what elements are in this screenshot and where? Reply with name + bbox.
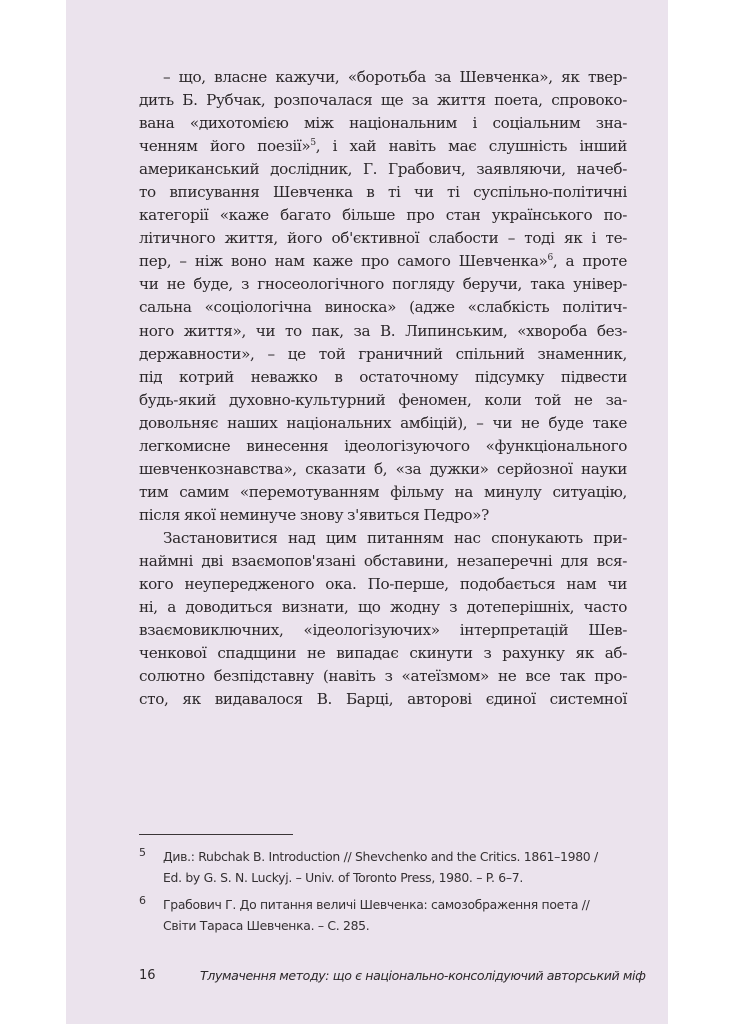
- footnote-ref-6[interactable]: 6: [547, 253, 553, 264]
- text-fragment: , а проте: [552, 252, 627, 271]
- text-line: кого неупередженого ока. По-перше, подобається нам чи: [139, 575, 627, 594]
- text-line: ного життя», чи то пак, за В. Липинським, «хвороба без-: [139, 321, 627, 340]
- running-head: Тлумачення методу: що є національно-консолідуючий авторський міф: [200, 968, 646, 983]
- text-line: Застановитися над цим питанням нас спонукають при-: [163, 528, 627, 547]
- text-line: сто, як видавалося В. Барці, авторові єдиної системної: [139, 690, 627, 709]
- footnote-number: 6: [139, 894, 146, 907]
- text-line: наймні дві взаємопов'язані обставини, незаперечні для вся-: [139, 551, 627, 570]
- text-line: тим самим «перемотуванням фільму на минулу ситуацію,: [139, 482, 627, 501]
- text-fragment: , і хай навіть має слушність інший: [315, 137, 627, 156]
- text-line: шевченкознавства», сказати б, «за дужки» серйозної науки: [139, 459, 627, 478]
- text-line: категорії «каже багато більше про стан українського по-: [139, 206, 627, 225]
- text-line: ні, а доводиться визнати, що жодну з дотеперішніх, часто: [139, 598, 627, 617]
- text-line: дить Б. Рубчак, розпочалася ще за життя поета, спровоко-: [139, 91, 627, 110]
- text-line: державности», – це той граничний спільний знаменник,: [139, 344, 627, 363]
- text-line: [139, 135, 627, 158]
- footnote-line: Див.: Rubchak B. Introduction // Shevchenko and the Critics. 1861–1980 /: [163, 849, 598, 864]
- text-line: ченкової спадщини не випадає скинути з рахунку як аб-: [139, 644, 627, 663]
- text-line: літичного життя, його об'єктивної слабости – тоді як і те-: [139, 229, 627, 248]
- text-line: американський дослідник, Г. Грабович, заявляючи, начеб-: [139, 160, 627, 179]
- text-line: солютно безпідставну (навіть з «атеїзмом» не все так про-: [139, 667, 627, 686]
- text-line: довольняє наших національних амбіцій), – чи не буде таке: [139, 413, 627, 432]
- book-page: [66, 0, 668, 1024]
- body-text: [139, 66, 627, 711]
- text-line: сальна «соціологічна виноска» (адже «слабкість політич-: [139, 298, 627, 317]
- text-line: легкомисне винесення ідеологізуючого «функціонального: [139, 436, 627, 455]
- text-line: під котрий неважко в остаточному підсумку підвести: [139, 367, 627, 386]
- text-line: [139, 250, 627, 273]
- text-fragment: пер, – ніж воно нам каже про самого Шевченка»: [139, 252, 548, 271]
- text-line: після якої неминуче знову з'явиться Педро»?: [139, 505, 489, 524]
- text-fragment: ченням його поезії»: [139, 137, 311, 156]
- footnote-6: [139, 894, 639, 936]
- footnote-number: 5: [139, 846, 146, 859]
- footnote-separator: [139, 834, 293, 835]
- footnotes: [139, 846, 639, 942]
- text-line: то вписування Шевченка в ті чи ті суспільно-політичні: [139, 183, 627, 202]
- page-number: 16: [139, 968, 156, 983]
- text-line: будь-який духовно-культурний феномен, коли той не за-: [139, 390, 627, 409]
- footnote-ref-5[interactable]: 5: [310, 138, 316, 149]
- text-line: чи не буде, з гносеологічного погляду беручи, така універ-: [139, 275, 627, 294]
- footnote-line: Грабович Г. До питання величі Шевченка: самозображення поета //: [163, 897, 590, 912]
- text-line: вана «дихотомією між національним і соціальним зна-: [139, 114, 627, 133]
- footnote-5: [139, 846, 639, 888]
- footnote-line: Світи Тараса Шевченка. – С. 285.: [163, 918, 370, 933]
- text-line: – що, власне кажучи, «боротьба за Шевченка», як твер-: [163, 68, 627, 86]
- footnote-line: Ed. by G. S. N. Luckyj. – Univ. of Toronto Press, 1980. – P. 6–7.: [163, 870, 523, 885]
- text-line: взаємовиключних, «ідеологізуючих» інтерпретацій Шев-: [139, 621, 627, 640]
